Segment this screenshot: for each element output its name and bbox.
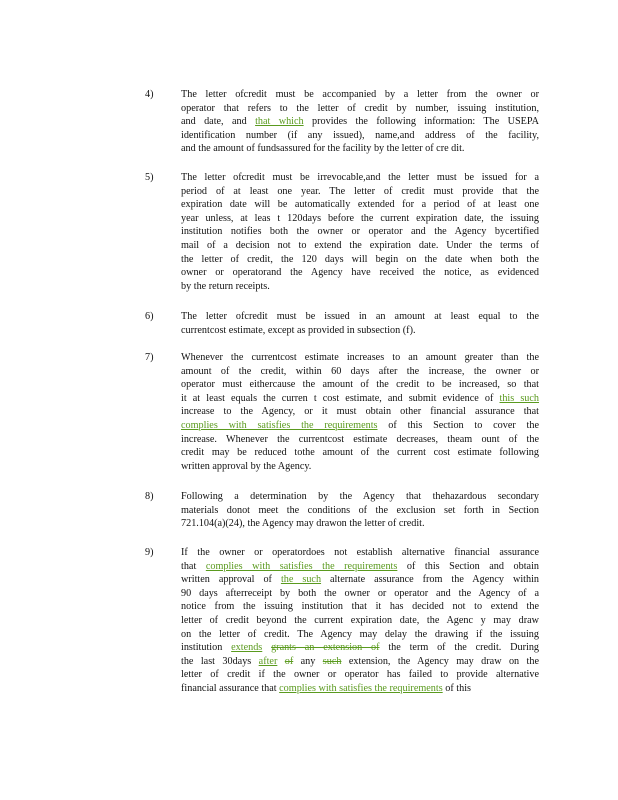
item-paragraph (181, 171, 539, 293)
item-number: 6) (145, 311, 154, 322)
text-segment: amount of the credit, within 60 days after the increase, the owner or (181, 365, 539, 377)
text-segment: Following a determination by the Agency that thehazardous secondary (181, 491, 539, 502)
text-segment: the term of the credit. During (379, 642, 540, 654)
text-segment: alternate assurance from the Agency within (321, 574, 539, 586)
text-segment: institution notifies both the owner or operator and the Agency bycertified (181, 226, 539, 238)
text-segment: institution (181, 642, 232, 654)
text-line (181, 351, 539, 365)
text-segment: owner or operatorand the Agency have received the notice, as evidenced (181, 267, 539, 279)
text-segment: expiration date will be automatically extended for a period of at least one (181, 199, 539, 211)
text-line (181, 266, 539, 280)
text-line (181, 546, 539, 560)
text-line (181, 198, 539, 212)
text-line (181, 517, 539, 531)
text-line (181, 171, 539, 185)
text-line (181, 628, 539, 642)
text-segment: operator must eithercause the amount of the credit to be increased, so that (181, 379, 539, 391)
text-segment: credit may be reduced tothe amount of the current cost estimate following (181, 447, 539, 459)
item-paragraph (181, 351, 539, 473)
text-line (181, 129, 539, 143)
text-line (181, 490, 539, 504)
text-segment: and date, and (181, 116, 256, 128)
text-segment: increase. Whenever the currentcost estimate decreases, theam ount of the (181, 433, 539, 445)
item-number: 7) (145, 352, 154, 363)
item-number: 9) (145, 547, 154, 558)
text-line (181, 378, 539, 392)
text-line (181, 102, 539, 116)
text-segment: Whenever the currentcost estimate increases to an amount greater than the (181, 352, 539, 363)
text-segment: identification number (if any issued), name,and address of the facility, (181, 129, 539, 141)
text-line (181, 115, 539, 129)
text-segment: on the letter of credit. The Agency may delay the drawing if the issuing (181, 628, 539, 640)
text-segment: the letter of credit, the 120 days will begin on the date when both the (181, 253, 539, 265)
text-segment: mail of a decision not to extend the expiration date. Under the terms of (181, 239, 539, 251)
text-segment: financial assurance that (181, 682, 280, 694)
text-segment: The letter ofcredit must be irrevocable,and the letter must be issued for a (181, 172, 539, 183)
text-line (181, 668, 539, 682)
text-line (181, 310, 539, 324)
text-segment: 721.104(a)(24), the Agency may drawon the letter of credit. (181, 518, 425, 530)
text-line (181, 324, 539, 338)
text-line (181, 419, 539, 433)
deleted-text: of (284, 655, 294, 667)
text-segment: increase to the Agency, or it must obtain other financial assurance that (181, 406, 539, 418)
item-paragraph (181, 310, 539, 337)
text-segment: letter of credit beyond the current expiration date, the Agenc y may draw (181, 614, 539, 626)
text-segment: any (293, 655, 323, 667)
text-line (181, 239, 539, 253)
text-line (181, 433, 539, 447)
text-segment: it at least equals the curren t cost estimate, and submit evidence of (181, 392, 500, 404)
text-segment: letter of credit if the owner or operator has failed to provide alternative (181, 669, 539, 681)
deleted-text: grants an extension of (271, 642, 380, 654)
text-line (181, 641, 539, 655)
text-line (181, 280, 539, 294)
text-segment: currentcost estimate, except as provided in subsection (f). (181, 324, 416, 336)
inserted-text: complies with satisfies the requirements (181, 419, 378, 431)
item-number: 4) (145, 89, 154, 100)
text-line (181, 88, 539, 102)
text-segment: and the amount of fundsassured for the facility by the letter of cre dit. (181, 143, 465, 155)
text-line (181, 405, 539, 419)
text-segment: 90 days afterreceipt by both the owner or operator and the Agency of a (181, 587, 539, 599)
text-line (181, 573, 539, 587)
text-line (181, 614, 539, 628)
item-paragraph (181, 490, 539, 531)
deleted-text: such (322, 655, 342, 667)
text-line (181, 253, 539, 267)
text-line (181, 504, 539, 518)
text-segment: by the return receipts. (181, 280, 270, 292)
text-segment: The letter ofcredit must be issued in an amount at least equal to the (181, 311, 539, 322)
text-segment: The letter ofcredit must be accompanied by a letter from the owner or (181, 89, 539, 100)
text-segment: of this (442, 682, 471, 694)
item-paragraph (181, 88, 539, 156)
text-segment: provides the following information: The USEPA (303, 116, 539, 128)
inserted-text: the such (280, 574, 322, 586)
text-line (181, 682, 539, 696)
text-line (181, 225, 539, 239)
text-line (181, 446, 539, 460)
text-line (181, 142, 539, 156)
text-segment: that (181, 560, 206, 572)
text-line (181, 655, 539, 669)
text-line (181, 212, 539, 226)
inserted-text: complies with satisfies the requirements (279, 682, 443, 694)
text-segment: year unless, at leas t 120days before the current expiration date, the issuing (181, 212, 539, 224)
inserted-text: extends (231, 642, 263, 654)
text-segment: If the owner or operatordoes not establish alternative financial assurance (181, 547, 539, 558)
text-line (181, 392, 539, 406)
text-line (181, 600, 539, 614)
text-segment: extension, the Agency may draw on the (341, 655, 539, 667)
text-segment: of this Section to cover the (377, 419, 539, 431)
text-segment: of this Section and obtain (397, 560, 539, 572)
text-segment (277, 656, 284, 667)
text-segment: written approval by the Agency. (181, 460, 312, 472)
text-line (181, 460, 539, 474)
item-number: 8) (145, 491, 154, 502)
text-segment: materials donot meet the conditions of the exclusion set forth in Section (181, 504, 539, 516)
text-segment: period of at least one year. The letter of credit must provide that the (181, 185, 539, 197)
text-line (181, 560, 539, 574)
text-segment: operator that refers to the letter of credit by number, issuing institution, (181, 102, 539, 114)
text-segment: the last 30days (181, 655, 259, 667)
inserted-text: complies with satisfies the requirements (205, 560, 398, 572)
text-segment: written approval of (181, 574, 281, 586)
text-segment: notice from the issuing institution that it has decided not to extend the (181, 601, 539, 613)
inserted-text: this such (499, 392, 539, 404)
text-line (181, 365, 539, 379)
inserted-text: after (258, 655, 278, 667)
text-segment (262, 642, 271, 653)
inserted-text: that which (255, 116, 304, 128)
item-number: 5) (145, 172, 154, 183)
text-line (181, 587, 539, 601)
text-line (181, 185, 539, 199)
item-paragraph (181, 546, 539, 696)
